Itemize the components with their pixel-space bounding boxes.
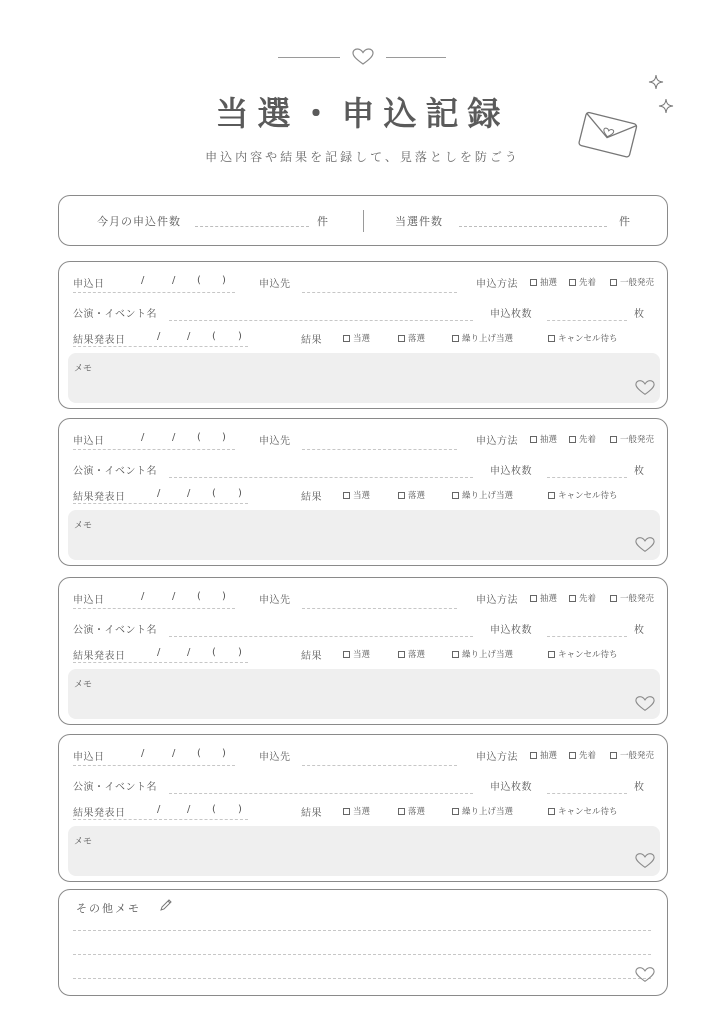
date-slash: / (187, 647, 191, 658)
event-name-field[interactable] (169, 793, 473, 794)
result-label: 結果 (301, 335, 322, 346)
won-count-field[interactable] (459, 226, 607, 227)
memo-label: メモ (74, 364, 93, 374)
checkbox[interactable] (343, 808, 350, 815)
date-slash: / (141, 748, 145, 759)
checkbox[interactable] (548, 651, 555, 658)
tickets-label: 申込枚数 (490, 466, 532, 477)
result-option-cancel-wait[interactable]: キャンセル待ち (548, 648, 618, 660)
method-option-lottery[interactable]: 抽選 (530, 592, 557, 604)
pencil-icon (159, 898, 173, 912)
date-slash: / (187, 804, 191, 815)
checkbox[interactable] (452, 651, 459, 658)
tickets-field[interactable] (547, 636, 627, 637)
weekday-paren-open: ( (197, 748, 201, 759)
other-memo-box (58, 889, 668, 996)
memo-label: メモ (74, 837, 93, 847)
record-card (58, 734, 668, 882)
heart-icon (635, 852, 655, 870)
tickets-unit: 枚 (634, 782, 645, 793)
apply-date-field[interactable] (73, 765, 235, 766)
result-option-won[interactable]: 当選 (343, 805, 370, 817)
method-option-general-sale[interactable]: 一般発売 (610, 433, 654, 445)
checkbox[interactable] (452, 808, 459, 815)
summary-divider (363, 210, 364, 232)
result-option-cancel-wait[interactable]: キャンセル待ち (548, 805, 618, 817)
announce-date-label: 結果発表日 (73, 651, 126, 662)
checkbox[interactable] (610, 279, 617, 286)
checkbox[interactable] (610, 752, 617, 759)
method-option-first-come[interactable]: 先着 (569, 433, 596, 445)
record-card (58, 577, 668, 725)
date-slash: / (157, 647, 161, 658)
event-name-label: 公演・イベント名 (73, 782, 157, 793)
method-option-first-come[interactable]: 先着 (569, 749, 596, 761)
weekday-paren-close: ) (238, 331, 242, 342)
checkbox[interactable] (530, 436, 537, 443)
method-label: 申込方法 (476, 595, 518, 606)
result-option-cancel-wait[interactable]: キャンセル待ち (548, 489, 618, 501)
method-option-general-sale[interactable]: 一般発売 (610, 592, 654, 604)
date-slash: / (157, 804, 161, 815)
announce-date-field[interactable] (73, 346, 248, 347)
result-option-cancel-wait[interactable]: キャンセル待ち (548, 332, 618, 344)
event-name-label: 公演・イベント名 (73, 466, 157, 477)
result-option-waitlist-win[interactable]: 繰り上げ当選 (452, 805, 513, 817)
checkbox[interactable] (530, 595, 537, 602)
page-subtitle: 申込内容や結果を記録して、見落としを防ごう (205, 150, 520, 164)
date-slash: / (187, 331, 191, 342)
heart-icon (352, 48, 374, 66)
apply-date-label: 申込日 (73, 595, 105, 606)
tickets-field[interactable] (547, 477, 627, 478)
weekday-paren-close: ) (222, 432, 226, 443)
won-count-unit: 件 (619, 215, 630, 228)
apply-to-field[interactable] (302, 608, 457, 609)
memo-label: メモ (74, 680, 93, 690)
result-option-won[interactable]: 当選 (343, 332, 370, 344)
apply-to-field[interactable] (302, 449, 457, 450)
ornament-line-left (278, 57, 340, 58)
heart-icon (635, 536, 655, 554)
envelope-icon (574, 104, 644, 164)
announce-date-field[interactable] (73, 662, 248, 663)
apply-date-field[interactable] (73, 292, 235, 293)
date-slash: / (172, 432, 176, 443)
checkbox[interactable] (610, 436, 617, 443)
record-card (58, 418, 668, 566)
result-option-won[interactable]: 当選 (343, 489, 370, 501)
tickets-unit: 枚 (634, 625, 645, 636)
result-option-won[interactable]: 当選 (343, 648, 370, 660)
tickets-unit: 枚 (634, 466, 645, 477)
record-card (58, 261, 668, 409)
sparkle-icon (648, 74, 664, 90)
other-memo-line[interactable] (73, 930, 651, 931)
announce-date-label: 結果発表日 (73, 335, 126, 346)
event-name-label: 公演・イベント名 (73, 309, 157, 320)
method-label: 申込方法 (476, 752, 518, 763)
date-slash: / (172, 591, 176, 602)
result-option-lost[interactable]: 落選 (398, 805, 425, 817)
tickets-field[interactable] (547, 793, 627, 794)
checkbox[interactable] (452, 492, 459, 499)
tickets-label: 申込枚数 (490, 782, 532, 793)
method-label: 申込方法 (476, 436, 518, 447)
checkbox[interactable] (398, 651, 405, 658)
checkbox[interactable] (548, 808, 555, 815)
announce-date-field[interactable] (73, 503, 248, 504)
result-option-waitlist-win[interactable]: 繰り上げ当選 (452, 332, 513, 344)
apply-to-label: 申込先 (259, 752, 291, 763)
sparkle-icon (658, 98, 674, 114)
event-name-label: 公演・イベント名 (73, 625, 157, 636)
weekday-paren-close: ) (222, 275, 226, 286)
checkbox[interactable] (548, 335, 555, 342)
date-slash: / (141, 432, 145, 443)
result-label: 結果 (301, 808, 322, 819)
other-memo-line[interactable] (73, 954, 651, 955)
apply-to-label: 申込先 (259, 595, 291, 606)
method-option-general-sale[interactable]: 一般発売 (610, 749, 654, 761)
tickets-field[interactable] (547, 320, 627, 321)
event-name-field[interactable] (169, 636, 473, 637)
weekday-paren-open: ( (212, 804, 216, 815)
date-slash: / (172, 748, 176, 759)
memo-area[interactable] (68, 353, 660, 403)
result-option-lost[interactable]: 落選 (398, 489, 425, 501)
weekday-paren-open: ( (212, 488, 216, 499)
apply-date-label: 申込日 (73, 279, 105, 290)
result-label: 結果 (301, 651, 322, 662)
apply-to-field[interactable] (302, 765, 457, 766)
method-label: 申込方法 (476, 279, 518, 290)
announce-date-field[interactable] (73, 819, 248, 820)
checkbox[interactable] (398, 335, 405, 342)
tickets-label: 申込枚数 (490, 625, 532, 636)
heart-icon (635, 379, 655, 397)
method-option-first-come[interactable]: 先着 (569, 276, 596, 288)
monthly-count-unit: 件 (317, 215, 328, 228)
memo-area[interactable] (68, 669, 660, 719)
checkbox[interactable] (569, 595, 576, 602)
event-name-field[interactable] (169, 320, 473, 321)
method-option-lottery[interactable]: 抽選 (530, 749, 557, 761)
memo-area[interactable] (68, 826, 660, 876)
other-memo-title: その他メモ (76, 902, 141, 915)
date-slash: / (157, 331, 161, 342)
method-option-lottery[interactable]: 抽選 (530, 433, 557, 445)
heart-icon (635, 966, 655, 984)
weekday-paren-close: ) (222, 591, 226, 602)
checkbox[interactable] (398, 492, 405, 499)
checkbox[interactable] (530, 279, 537, 286)
checkbox[interactable] (343, 651, 350, 658)
top-ornament (0, 48, 725, 68)
announce-date-label: 結果発表日 (73, 492, 126, 503)
weekday-paren-close: ) (238, 647, 242, 658)
checkbox[interactable] (398, 808, 405, 815)
weekday-paren-close: ) (238, 804, 242, 815)
memo-label: メモ (74, 521, 93, 531)
checkbox[interactable] (610, 595, 617, 602)
memo-area[interactable] (68, 510, 660, 560)
checkbox[interactable] (530, 752, 537, 759)
result-option-waitlist-win[interactable]: 繰り上げ当選 (452, 648, 513, 660)
result-label: 結果 (301, 492, 322, 503)
method-option-lottery[interactable]: 抽選 (530, 276, 557, 288)
result-option-lost[interactable]: 落選 (398, 648, 425, 660)
weekday-paren-open: ( (212, 331, 216, 342)
date-slash: / (157, 488, 161, 499)
date-slash: / (187, 488, 191, 499)
method-option-general-sale[interactable]: 一般発売 (610, 276, 654, 288)
checkbox[interactable] (569, 279, 576, 286)
apply-date-label: 申込日 (73, 752, 105, 763)
weekday-paren-open: ( (197, 275, 201, 286)
apply-to-field[interactable] (302, 292, 457, 293)
event-name-field[interactable] (169, 477, 473, 478)
apply-date-label: 申込日 (73, 436, 105, 447)
date-slash: / (141, 275, 145, 286)
weekday-paren-open: ( (197, 591, 201, 602)
monthly-count-label: 今月の申込件数 (97, 215, 181, 228)
summary-box (58, 195, 668, 246)
result-option-lost[interactable]: 落選 (398, 332, 425, 344)
apply-date-field[interactable] (73, 608, 235, 609)
checkbox[interactable] (452, 335, 459, 342)
weekday-paren-open: ( (212, 647, 216, 658)
checkbox[interactable] (343, 492, 350, 499)
heart-icon (635, 695, 655, 713)
apply-to-label: 申込先 (259, 279, 291, 290)
date-slash: / (172, 275, 176, 286)
weekday-paren-close: ) (222, 748, 226, 759)
other-memo-line[interactable] (73, 978, 651, 979)
tickets-label: 申込枚数 (490, 309, 532, 320)
announce-date-label: 結果発表日 (73, 808, 126, 819)
ornament-line-right (386, 57, 446, 58)
checkbox[interactable] (569, 436, 576, 443)
weekday-paren-close: ) (238, 488, 242, 499)
page-title: 当選・申込記録 (215, 94, 510, 133)
date-slash: / (141, 591, 145, 602)
won-count-label: 当選件数 (395, 215, 443, 228)
checkbox[interactable] (548, 492, 555, 499)
method-option-first-come[interactable]: 先着 (569, 592, 596, 604)
apply-to-label: 申込先 (259, 436, 291, 447)
tickets-unit: 枚 (634, 309, 645, 320)
apply-date-field[interactable] (73, 449, 235, 450)
result-option-waitlist-win[interactable]: 繰り上げ当選 (452, 489, 513, 501)
checkbox[interactable] (569, 752, 576, 759)
weekday-paren-open: ( (197, 432, 201, 443)
monthly-count-field[interactable] (195, 226, 309, 227)
checkbox[interactable] (343, 335, 350, 342)
